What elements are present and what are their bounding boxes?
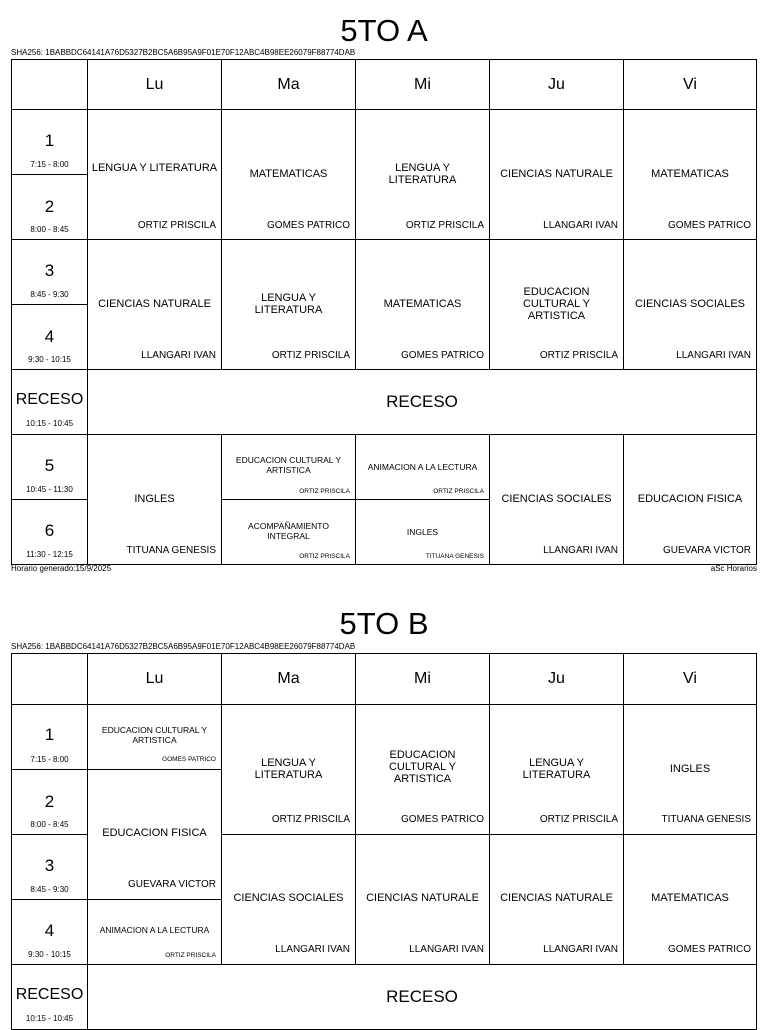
teacher: LLANGARI IVAN — [409, 944, 484, 955]
subject: ANIMACION A LA LECTURA — [367, 462, 478, 472]
teacher: ORTIZ PRISCILA — [271, 350, 350, 361]
footer-brand: aSc Horarios — [710, 564, 757, 573]
period-time: 11:30 - 12:15 — [26, 550, 73, 559]
teacher: TITUANA GENESIS — [661, 814, 751, 825]
teacher: ORTIZ PRISCILA — [271, 814, 350, 825]
teacher: LLANGARI IVAN — [275, 944, 350, 955]
lesson-cell — [221, 434, 356, 500]
period-cell — [11, 704, 88, 770]
subject: LENGUA Y LITERATURA — [254, 757, 323, 781]
period-time: 8:45 - 9:30 — [30, 290, 69, 299]
subject: INGLES — [406, 527, 439, 537]
teacher: ORTIZ PRISCILA — [299, 553, 350, 560]
teacher: ORTIZ PRISCILA — [433, 488, 484, 495]
subject: EDUCACION FISICA — [102, 827, 207, 839]
subject: EDUCACION CULTURAL Y ARTISTICA — [235, 455, 342, 475]
period-time: 9:30 - 10:15 — [28, 950, 71, 959]
day-header-ma: Ma — [221, 653, 356, 705]
day-header-ma: Ma — [221, 59, 356, 110]
lesson-cell — [355, 109, 490, 240]
subject: CIENCIAS NATURALE — [500, 892, 613, 904]
hash-line: SHA256: 1BABBDC64141A76D5327B2BC5A6B95A9F01E70F12ABC4B98EE26079F88774DAB — [11, 48, 356, 57]
subject: EDUCACION CULTURAL Y ARTISTICA — [388, 749, 457, 785]
teacher: ORTIZ PRISCILA — [137, 220, 216, 231]
corner-cell — [11, 653, 88, 705]
subject: MATEMATICAS — [651, 892, 729, 904]
subject: ACOMPAÑAMIENTO INTEGRAL — [248, 521, 329, 541]
teacher: LLANGARI IVAN — [141, 350, 216, 361]
subject: INGLES — [134, 493, 175, 505]
period-cell — [11, 834, 88, 900]
corner-cell — [11, 59, 88, 110]
subject: MATEMATICAS — [383, 298, 462, 310]
subject: CIENCIAS SOCIALES — [634, 298, 746, 310]
lesson-cell — [355, 434, 490, 500]
teacher: ORTIZ PRISCILA — [539, 350, 618, 361]
teacher: LLANGARI IVAN — [543, 545, 618, 556]
footer-generated: Horario generado:15/9/2025 — [11, 564, 112, 573]
recess-banner: RECESO — [87, 964, 757, 1030]
lesson-cell — [355, 239, 490, 370]
period-time: 8:00 - 8:45 — [30, 820, 69, 829]
period-cell — [11, 239, 88, 305]
subject: MATEMATICAS — [249, 168, 328, 180]
day-header-lu: Lu — [87, 653, 222, 705]
lesson-cell — [221, 704, 356, 835]
recess-period-cell — [11, 964, 88, 1030]
lesson-cell — [623, 704, 757, 835]
lesson-cell — [355, 499, 490, 565]
lesson-cell — [489, 239, 624, 370]
schedule-title: 5TO A — [340, 13, 428, 48]
period-time: 10:45 - 11:30 — [26, 485, 73, 494]
period-cell — [11, 174, 88, 240]
lesson-cell — [87, 704, 222, 770]
teacher: GOMES PATRICO — [401, 814, 484, 825]
period-time: 8:00 - 8:45 — [30, 225, 69, 234]
subject: EDUCACION CULTURAL Y ARTISTICA — [101, 725, 208, 745]
recess-period-cell — [11, 369, 88, 435]
period-number: 4 — [44, 327, 55, 346]
period-number: 3 — [44, 856, 55, 875]
subject: ANIMACION A LA LECTURA — [99, 925, 210, 935]
period-cell — [11, 434, 88, 500]
lesson-cell — [623, 239, 757, 370]
teacher: ORTIZ PRISCILA — [405, 220, 484, 231]
recess-time: 10:15 - 10:45 — [25, 419, 74, 428]
subject: LENGUA Y LITERATURA — [522, 757, 591, 781]
recess-label: RECESO — [15, 986, 84, 1003]
period-number: 2 — [44, 792, 55, 811]
day-header-vi: Vi — [623, 59, 757, 110]
recess-time: 10:15 - 10:45 — [25, 1014, 74, 1023]
lesson-cell — [87, 899, 222, 965]
subject: INGLES — [669, 763, 711, 775]
teacher: GOMES PATRICO — [668, 220, 751, 231]
subject: LENGUA Y LITERATURA — [254, 292, 323, 316]
teacher: GUEVARA VICTOR — [663, 545, 751, 556]
teacher: TITUANA GENESIS — [425, 553, 484, 560]
period-number: 1 — [44, 131, 55, 150]
day-header-mi: Mi — [355, 653, 490, 705]
lesson-cell — [87, 434, 222, 565]
teacher: LLANGARI IVAN — [676, 350, 751, 361]
teacher: GOMES PATRICO — [267, 220, 350, 231]
lesson-cell — [221, 834, 356, 965]
subject: EDUCACION FISICA — [637, 493, 743, 505]
day-header-ju: Ju — [489, 653, 624, 705]
schedule-title: 5TO B — [339, 606, 429, 641]
recess-banner: RECESO — [87, 369, 757, 435]
lesson-cell — [489, 834, 624, 965]
period-number: 3 — [44, 261, 55, 280]
period-time: 8:45 - 9:30 — [30, 885, 69, 894]
subject: CIENCIAS SOCIALES — [501, 493, 612, 505]
subject: LENGUA Y LITERATURA — [388, 162, 457, 186]
period-number: 6 — [44, 521, 55, 540]
teacher: GOMES PATRICO — [401, 350, 484, 361]
lesson-cell — [489, 704, 624, 835]
period-number: 4 — [44, 921, 55, 940]
subject: MATEMATICAS — [651, 168, 729, 180]
subject: CIENCIAS SOCIALES — [233, 892, 344, 904]
period-number: 2 — [44, 197, 55, 216]
period-cell — [11, 899, 88, 965]
lesson-cell — [87, 769, 222, 900]
period-cell — [11, 109, 88, 175]
subject: CIENCIAS NATURALE — [98, 298, 211, 310]
day-header-vi: Vi — [623, 653, 757, 705]
lesson-cell — [221, 239, 356, 370]
lesson-cell — [623, 834, 757, 965]
day-header-ju: Ju — [489, 59, 624, 110]
period-time: 7:15 - 8:00 — [30, 160, 69, 169]
subject: CIENCIAS NATURALE — [366, 892, 479, 904]
lesson-cell — [355, 704, 490, 835]
period-cell — [11, 769, 88, 835]
period-cell — [11, 304, 88, 370]
period-time: 7:15 - 8:00 — [30, 755, 69, 764]
teacher: LLANGARI IVAN — [543, 944, 618, 955]
lesson-cell — [623, 109, 757, 240]
subject: EDUCACION CULTURAL Y ARTISTICA — [522, 286, 591, 322]
teacher: ORTIZ PRISCILA — [539, 814, 618, 825]
lesson-cell — [623, 434, 757, 565]
lesson-cell — [87, 239, 222, 370]
lesson-cell — [355, 834, 490, 965]
lesson-cell — [489, 109, 624, 240]
teacher: GOMES PATRICO — [162, 756, 216, 763]
hash-line: SHA256: 1BABBDC64141A76D5327B2BC5A6B95A9F01E70F12ABC4B98EE26079F88774DAB — [11, 642, 356, 651]
teacher: ORTIZ PRISCILA — [299, 488, 350, 495]
period-cell — [11, 499, 88, 565]
period-number: 1 — [44, 725, 55, 744]
teacher: TITUANA GENESIS — [126, 545, 216, 556]
teacher: ORTIZ PRISCILA — [165, 952, 216, 959]
period-number: 5 — [44, 456, 55, 475]
day-header-lu: Lu — [87, 59, 222, 110]
lesson-cell — [489, 434, 624, 565]
day-header-mi: Mi — [355, 59, 490, 110]
recess-label: RECESO — [15, 391, 84, 408]
subject: LENGUA Y LITERATURA — [91, 162, 218, 174]
subject: CIENCIAS NATURALE — [500, 168, 613, 180]
period-time: 9:30 - 10:15 — [28, 355, 71, 364]
teacher: GOMES PATRICO — [668, 944, 751, 955]
lesson-cell — [221, 109, 356, 240]
teacher: LLANGARI IVAN — [543, 220, 618, 231]
lesson-cell — [87, 109, 222, 240]
lesson-cell — [221, 499, 356, 565]
teacher: GUEVARA VICTOR — [128, 879, 216, 890]
